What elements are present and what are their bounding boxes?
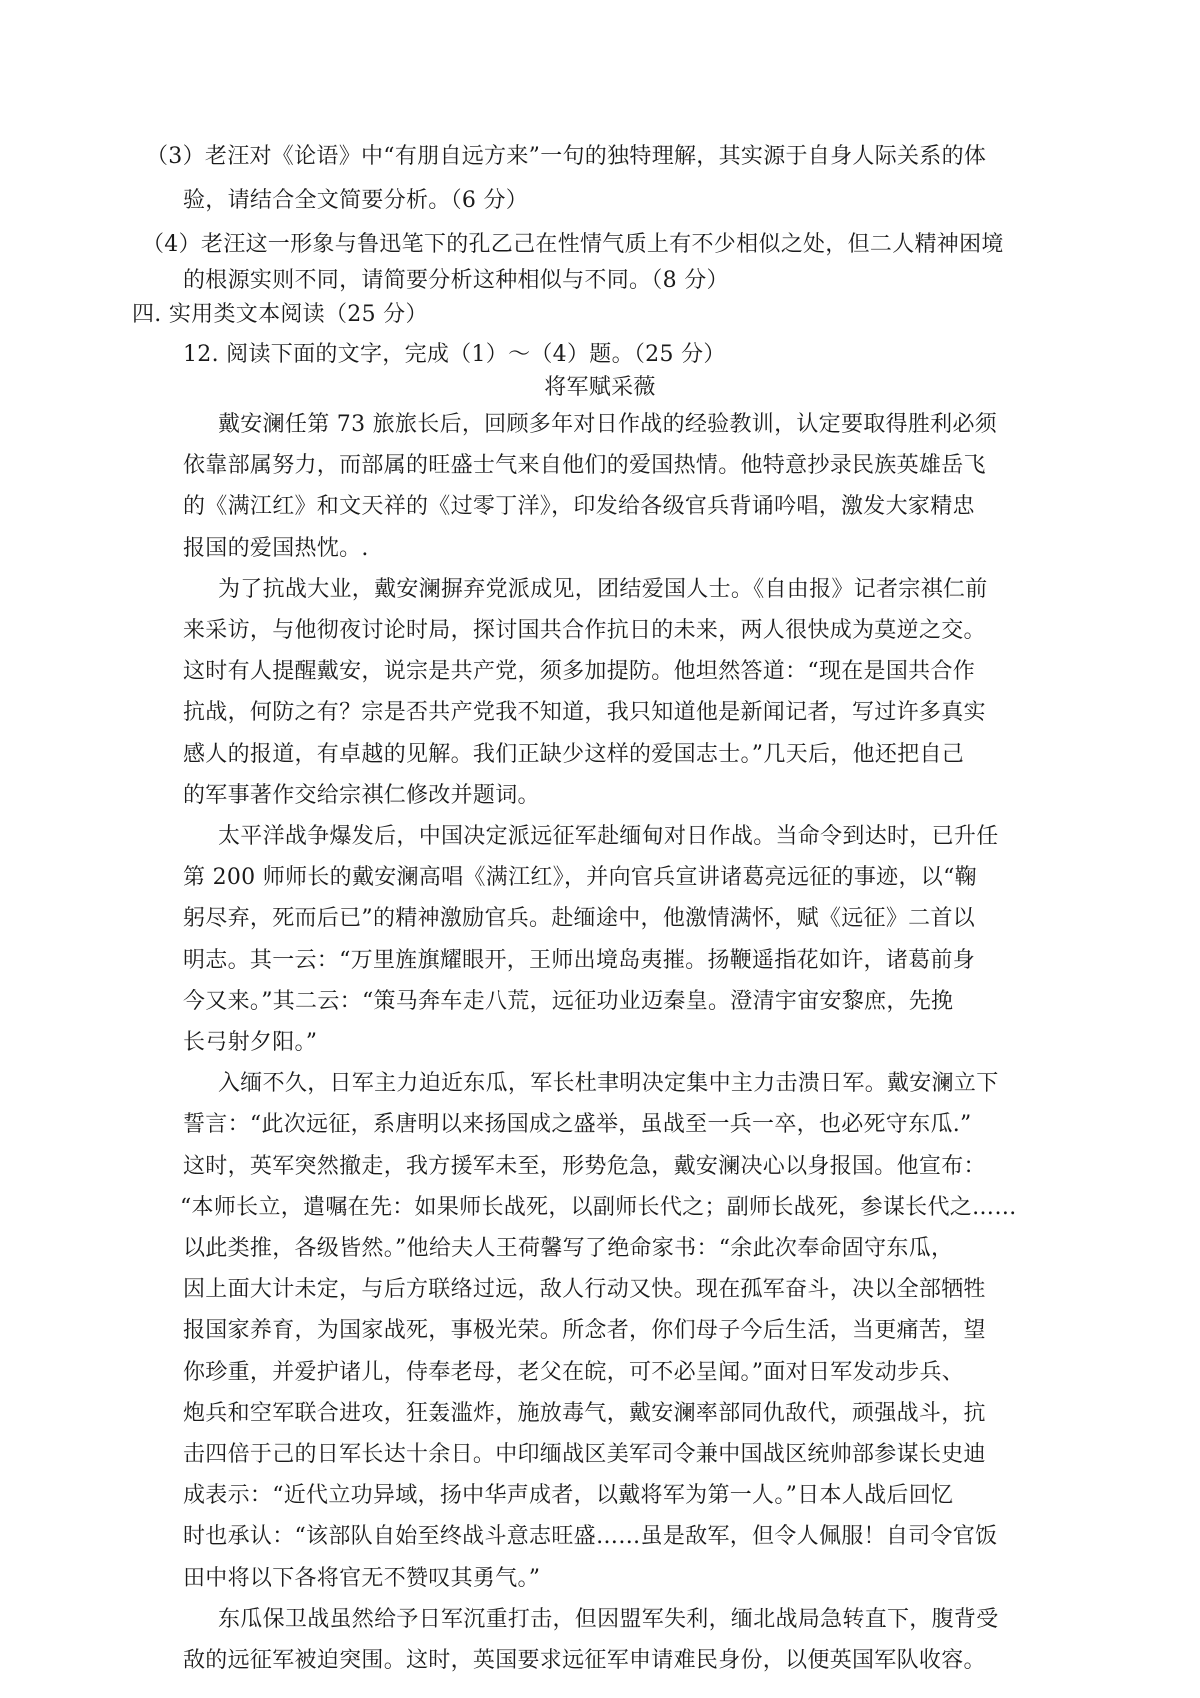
article-line: 为了抗战大业，戴安澜摒弃党派成见，团结爱国人士。《自由报》记者宗祺仁前 [218,577,988,602]
article-line: 东瓜保卫战虽然给予日军沉重打击，但因盟军失利，缅北战局急转直下，腹背受 [218,1607,999,1632]
article-line: 炮兵和空军联合进攻，狂轰滥炸，施放毒气，戴安澜率部同仇敌代，顽强战斗，抗 [183,1401,986,1426]
section-instruction: 12. 阅读下面的文字，完成（1）～（4）题。（25 分） [183,342,726,367]
article-line: “本师长立，遣嘱在先：如果师长战死，以副师长代之；副师长战死，参谋长代之…… [180,1195,1017,1220]
question-4-line-1: （4）老汪这一形象与鲁迅笔下的孔乙己在性情气质上有不少相似之处，但二人精神困境 [142,232,1004,257]
article-line: 感人的报道，有卓越的见解。我们正缺少这样的爱国志士。”几天后，他还把自己 [183,742,965,767]
article-line: 今又来。”其二云：“策马奔车走八荒，远征功业迈秦皇。澄清宇宙安黎庶，先挽 [183,989,954,1014]
article-line: 太平洋战争爆发后，中国决定派远征军赴缅甸对日作战。当命令到达时，已升任 [218,824,999,849]
article-line: 报国家养育，为国家战死，事极光荣。所念者，你们母子今后生活，当更痛苦，望 [183,1318,986,1343]
article-line: 的《满江红》和文天祥的《过零丁洋》，印发给各级官兵背诵吟唱，激发大家精忠 [183,494,975,519]
article-line: 第 200 师师长的戴安澜高唱《满江红》，并向官兵宣讲诸葛亮远征的事迹，以“鞠 [183,865,977,890]
article-line: 明志。其一云：“万里旌旗耀眼开，王师出境岛夷摧。扬鞭遥指花如许，诸葛前身 [183,948,976,973]
article-line: 敌的远征军被迫突围。这时，英国要求远征军申请难民身份，以便英国军队收容。 [183,1648,986,1673]
article-line: 戴安澜任第 73 旅旅长后，回顾多年对日作战的经验教训，认定要取得胜利必须 [218,412,998,437]
question-3-line-1: （3）老汪对《论语》中“有朋自远方来”一句的独特理解，其实源于自身人际关系的体 [146,144,987,169]
article-line: 因上面大计未定，与后方联络过远，敌人行动又快。现在孤军奋斗，决以全部牺牲 [183,1277,986,1302]
article-line: 依靠部属努力，而部属的旺盛士气来自他们的爱国热情。他特意抄录民族英雄岳飞 [183,453,986,478]
article-line: 抗战，何防之有？宗是否共产党我不知道，我只知道他是新闻记者，写过许多真实 [183,700,986,725]
question-3-line-2: 验，请结合全文简要分析。（6 分） [183,188,529,213]
article-line: 的军事著作交给宗祺仁修改并题词。 [183,783,540,808]
article-line: 击四倍于己的日军长达十余日。中印缅战区美军司令兼中国战区统帅部参谋长史迪 [183,1442,986,1467]
article-line: 时也承认：“该部队自始至终战斗意志旺盛……虽是敌军，但令人佩服！自司令官饭 [183,1524,998,1549]
article-line: 报国的爱国热忱。. [183,536,369,561]
article-title: 将军赋采薇 [544,375,656,400]
section-heading: 四. 实用类文本阅读（25 分） [132,302,428,327]
article-line: 来采访，与他彻夜讨论时局，探讨国共合作抗日的未来，两人很快成为莫逆之交。 [183,618,986,643]
article-line: 田中将以下各将官无不赞叹其勇气。” [183,1566,541,1591]
article-line: 这时有人提醒戴安，说宗是共产党，须多加提防。他坦然答道：“现在是国共合作 [183,659,976,684]
article-line: 入缅不久，日军主力迫近东瓜，军长杜聿明决定集中主力击溃日军。戴安澜立下 [218,1071,999,1096]
article-line: 长弓射夕阳。” [183,1030,318,1055]
article-line: 这时，英军突然撤走，我方援军未至，形势危急，戴安澜决心以身报国。他宣布： [183,1154,986,1179]
article-line: 躬尽弃，死而后已”的精神激励官兵。赴缅途中，他激情满怀，赋《远征》二首以 [183,906,976,931]
question-4-line-2: 的根源实则不同，请简要分析这种相似与不同。（8 分） [183,268,729,293]
article-line: 誓言：“此次远征，系唐明以来扬国成之盛举，虽战至一兵一卒，也必死守东瓜.” [183,1112,972,1137]
article-line: 成表示：“近代立功异域，扬中华声成者，以戴将军为第一人。”日本人战后回忆 [183,1483,954,1508]
article-line: 你珍重，并爱护诸儿，侍奉老母，老父在皖，可不必呈闻。”面对日军发动步兵、 [183,1360,965,1385]
article-line: 以此类推，各级皆然。”他给夫人王荷馨写了绝命家书：“余此次奉命固守东瓜， [183,1236,954,1261]
